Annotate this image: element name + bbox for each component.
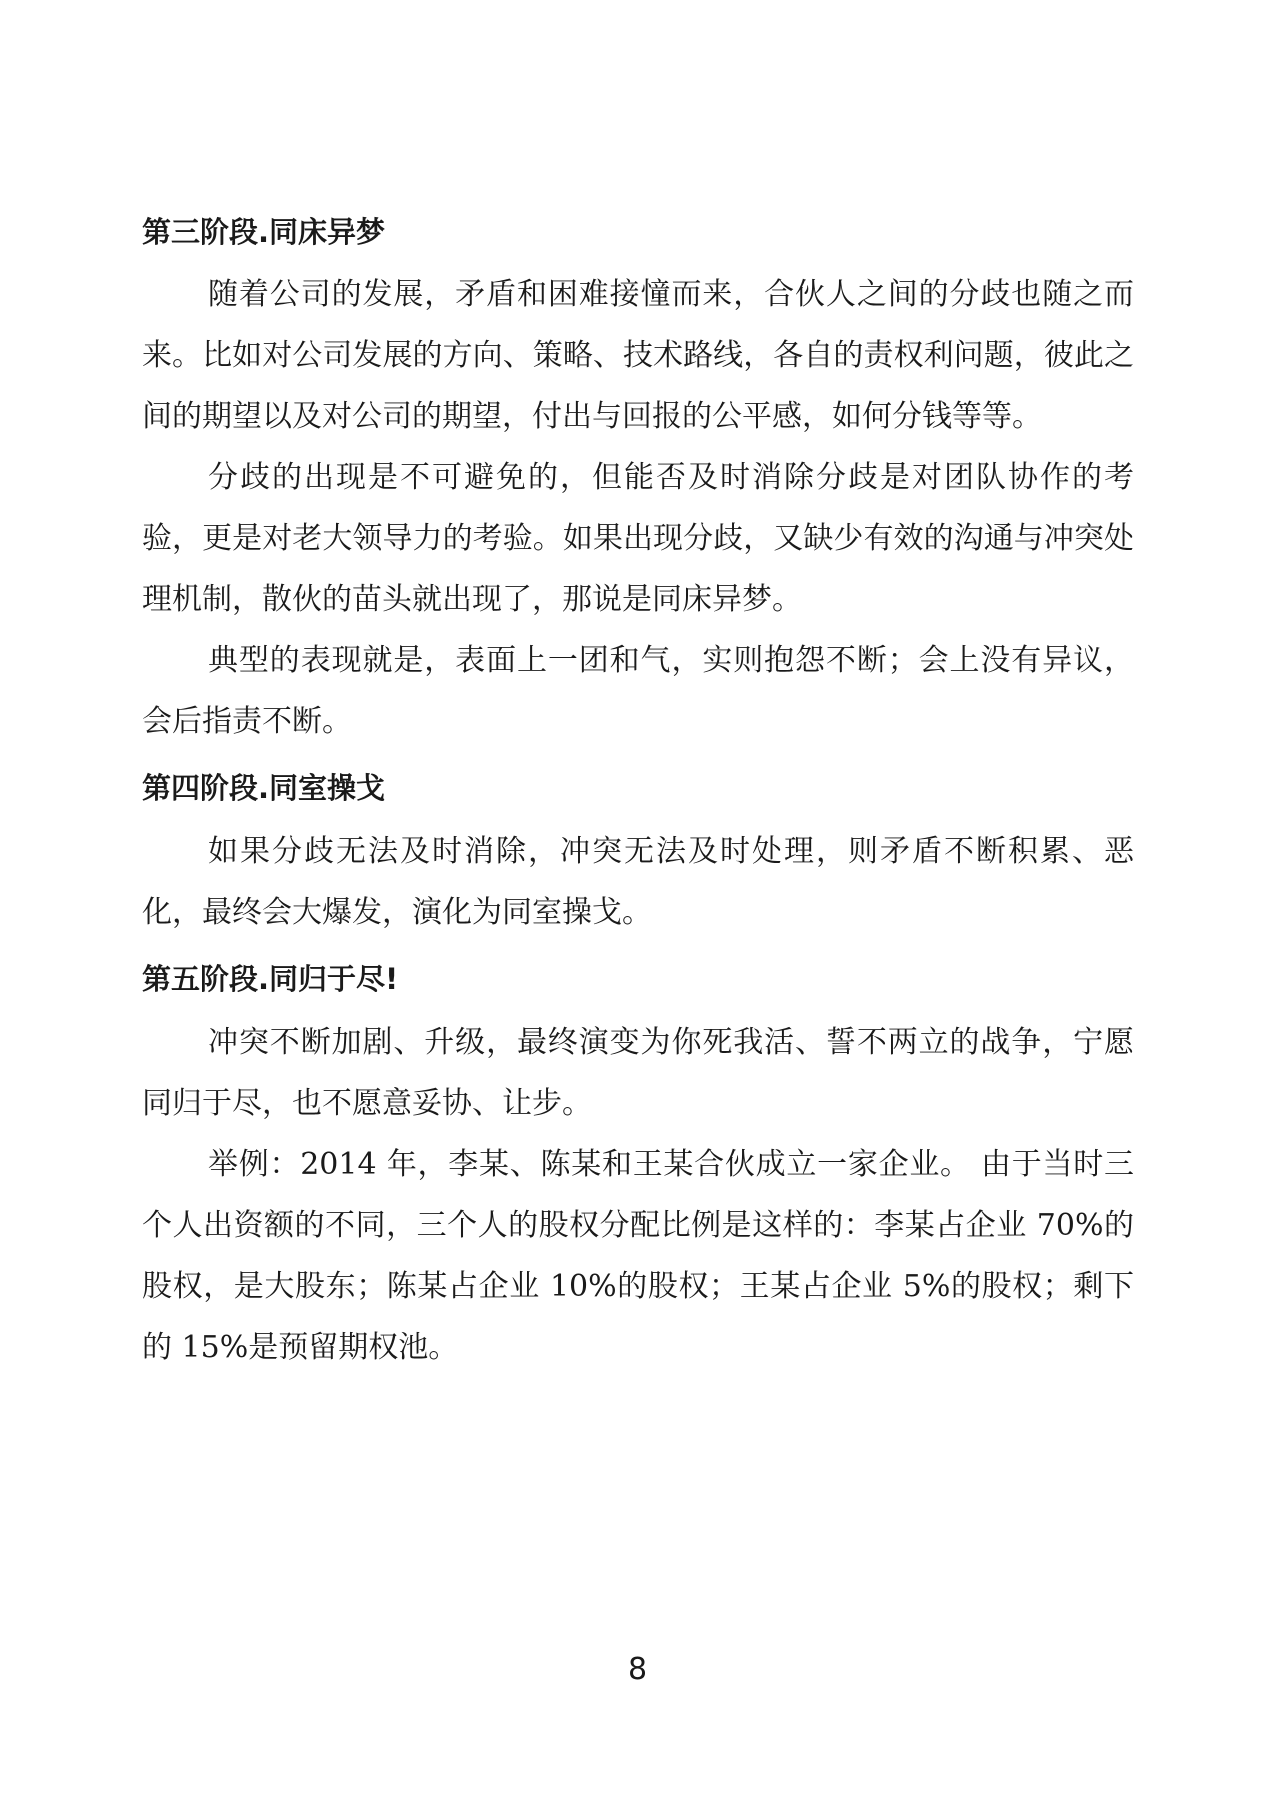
- paragraph: 分歧的出现是不可避免的，但能否及时消除分歧是对团队协作的考验，更是对老大领导力的考验。如果出现分歧，又缺少有效的沟通与冲突处理机制，散伙的苗头就出现了，那说是同床异梦。: [142, 460, 1134, 617]
- section-heading-stage-5: 第五阶段.同归于尽!: [142, 962, 399, 996]
- paragraph: 冲突不断加剧、升级，最终演变为你死我活、誓不两立的战争，宁愿同归于尽，也不愿意妥协、让步。: [142, 1025, 1134, 1121]
- page-number: 8: [627, 1652, 648, 1687]
- section-heading-stage-3: 第三阶段.同床异梦: [142, 215, 386, 249]
- paragraph: 如果分歧无法及时消除，冲突无法及时处理，则矛盾不断积累、恶化，最终会大爆发，演化为同室操戈。: [142, 834, 1134, 930]
- section-heading-stage-4: 第四阶段.同室操戈: [142, 771, 386, 805]
- paragraph: 典型的表现就是，表面上一团和气，实则抱怨不断；会上没有异议，会后指责不断。: [142, 643, 1134, 739]
- paragraph: 随着公司的发展，矛盾和困难接憧而来，合伙人之间的分歧也随之而来。比如对公司发展的方向、策略、技术路线，各自的责权利问题，彼此之间的期望以及对公司的期望，付出与回报的公平感，如何分钱等等。: [142, 277, 1134, 434]
- page-content: [142, 206, 1134, 1378]
- paragraph: 举例：2014 年，李某、陈某和王某合伙成立一家企业。 由于当时三个人出资额的不同，三个人的股权分配比例是这样的：李某占企业 70%的股权，是大股东；陈某占企业 10%的股权；王某占企业 5%的股权；剩下的 15%是预留期权池。: [142, 1147, 1134, 1365]
